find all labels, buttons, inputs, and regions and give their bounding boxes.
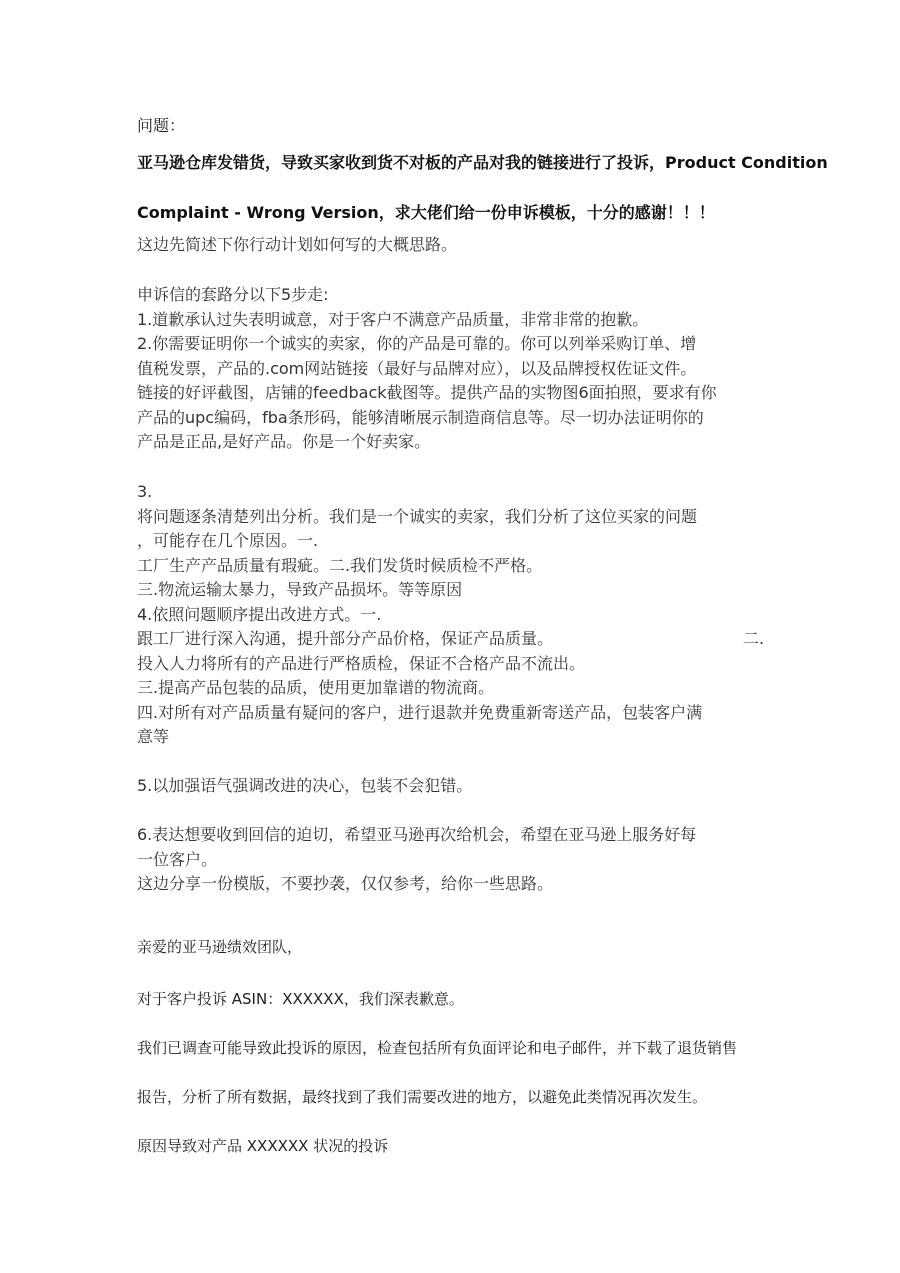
step4-line: 四.对所有对产品质量有疑问的客户，进行退款并免费重新寄送产品，包装客户满 — [137, 703, 703, 722]
plan-line: 值税发票，产品的.com网站链接（最好与品牌对应），以及品牌授权佐证文件。 — [137, 359, 697, 378]
letter-paragraph: 原因导致对产品 XXXXXX 状况的投诉 — [137, 1137, 389, 1155]
step3-line: 工厂生产产品质量有瑕疵。二.我们发货时候质检不严格。 — [137, 556, 543, 575]
question-title-line-2: Complaint - Wrong Version，求大佬们给一份申诉模板，十分的感谢！！！ — [137, 203, 715, 222]
step6-line: 6.表达想要收到回信的迫切，希望亚马逊再次给机会，希望在亚马逊上服务好每 — [137, 825, 697, 844]
plan-line: 2.你需要证明你一个诚实的卖家，你的产品是可靠的。你可以列举采购订单、增 — [137, 334, 697, 353]
letter-paragraph: 我们已调查可能导致此投诉的原因，检查包括所有负面评论和电子邮件，并下载了退货销售 — [137, 1039, 738, 1057]
step3-line: ，可能存在几个原因。一. — [137, 531, 319, 550]
answer-intro: 这边先简述下你行动计划如何写的大概思路。 — [137, 235, 458, 254]
steps-heading: 申诉信的套路分以下5步走: — [137, 285, 329, 304]
step3-line: 三.物流运输太暴力，导致产品损坏。等等原因 — [137, 580, 463, 599]
step5-line: 5.以加强语气强调改进的决心，包装不会犯错。 — [137, 776, 473, 795]
plan-line: 产品的upc编码，fba条形码，能够清晰展示制造商信息等。尽一切办法证明你的 — [137, 408, 704, 427]
letter-paragraph: 对于客户投诉 ASIN：XXXXXX，我们深表歉意。 — [137, 990, 464, 1008]
step4-line: 意等 — [137, 727, 170, 746]
plan-line: 链接的好评截图，店铺的feedback截图等。提供产品的实物图6面拍照，要求有你 — [137, 383, 717, 402]
question-title-line-1: 亚马逊仓库发错货，导致买家收到货不对板的产品对我的链接进行了投诉，Product Condition — [137, 153, 828, 172]
step3-line: 将问题逐条清楚列出分析。我们是一个诚实的卖家，我们分析了这位买家的问题 — [137, 507, 698, 526]
plan-line: 1.道歉承认过失表明诚意，对于客户不满意产品质量，非常非常的抱歉。 — [137, 310, 649, 329]
step3-tail: 二. — [743, 629, 765, 648]
letter-paragraph: 报告，分析了所有数据，最终找到了我们需要改进的地方，以避免此类情况再次发生。 — [137, 1088, 708, 1106]
step4-line: 三.提高产品包装的品质，使用更加靠谱的物流商。 — [137, 678, 495, 697]
question-label: 问题： — [137, 116, 186, 135]
step3-line: 4.依照问题顺序提出改进方式。一. — [137, 605, 382, 624]
step4-line: 投入人力将所有的产品进行严格质检，保证不合格产品不流出。 — [137, 654, 586, 673]
step3-number: 3. — [137, 482, 153, 501]
template-intro: 这边分享一份模版，不要抄袭，仅仅参考，给你一些思路。 — [137, 874, 554, 893]
letter-greeting: 亲爱的亚马逊绩效团队， — [137, 938, 303, 956]
step6-line: 一位客户。 — [137, 850, 218, 869]
step3-line: 跟工厂进行深入沟通，提升部分产品价格，保证产品质量。 — [137, 629, 554, 648]
plan-line: 产品是正品,是好产品。你是一个好卖家。 — [137, 432, 431, 451]
